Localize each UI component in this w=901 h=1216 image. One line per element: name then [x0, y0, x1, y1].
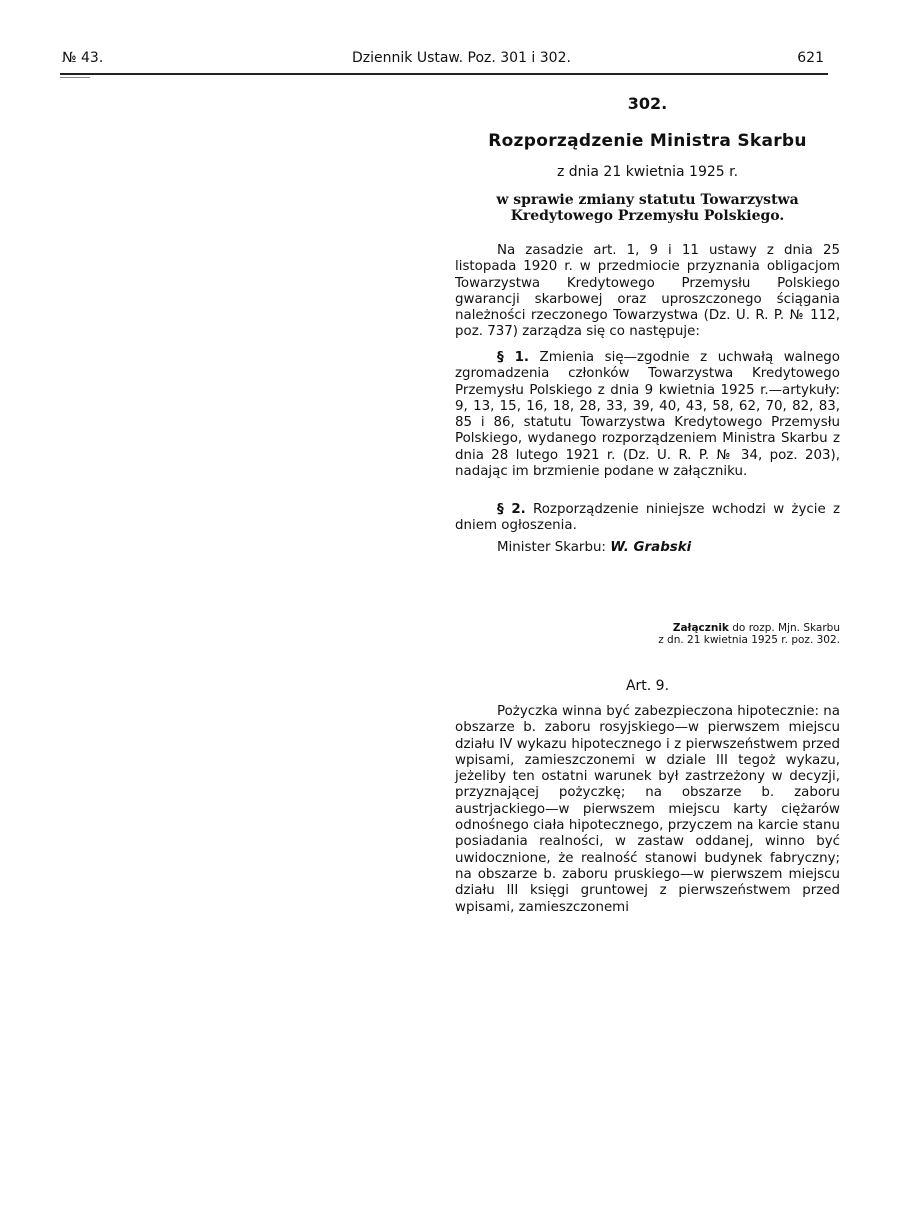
section-2	[455, 502, 840, 535]
page-header	[62, 50, 824, 70]
journal-title: Dziennik Ustaw. Poz. 301 i 302.	[352, 50, 571, 66]
annex-ref: do rozp. Mjn. Skarbu	[732, 622, 840, 634]
signature	[455, 540, 840, 556]
document-subject: w sprawie zmiany statutu Towarzystwa Kredytowego Przemysłu Polskiego.	[496, 192, 799, 224]
section-1	[455, 350, 840, 480]
annex-label: Załącznik	[672, 622, 729, 634]
issue-number: № 43.	[62, 50, 104, 66]
page-number: 621	[797, 50, 824, 66]
document-date: z dnia 21 kwietnia 1925 r.	[556, 164, 739, 180]
section-2-text: Rozporządzenie niniejsze wchodzi w życie z dniem ogłoszenia.	[455, 502, 840, 534]
preamble-paragraph: Na zasadzie art. 1, 9 i 11 ustawy z dnia 25 listopada 1920 r. w przedmiocie przyznania obligacjom Towarzystwa Kredytowego Przemysłu Polskiego gwarancji skarbowej oraz uproszczonego ściągania należności rzeczonego Towarzystwa (Dz. U. R. P. № 112, poz. 737) zarządza się co następuje:	[455, 243, 840, 340]
position-number: 302.	[627, 94, 668, 113]
header-divider-thin	[60, 77, 90, 78]
annex-note	[600, 622, 840, 646]
section-2-label: § 2.	[497, 502, 526, 517]
section-1-text: Zmienia się—zgodnie z uchwałą walnego zgromadzenia członków Towarzystwa Kredytowego Przemysłu Polskiego z dnia 9 kwietnia 1925 r.—artykuły: 9, 13, 15, 16, 18, 28, 33, 39, 40, 43, 58, 62, 70, 82, 83, 85 i 86, statutu Towarzystwa Kredytowego Przemysłu Polskiego, wydanego rozporządzeniem Ministra Skarbu z dnia 28 lutego 1921 r. (Dz. U. R. P. № 34, poz. 203), nadając im brzmienie podane w załączniku.	[455, 350, 841, 480]
section-1-label: § 1.	[497, 350, 530, 365]
article-text: Pożyczka winna być zabezpieczona hipotecznie: na obszarze b. zaboru rosyjskiego—w pierwszem miejscu działu IV wykazu hipotecznego i z pierwszeństwem przed wpisami, zamieszczonemi w dziale III tegoż wykazu, jeżeliby ten ostatni warunek był zastrzeżony w decyzji, przyznającej pożyczkę; na obszarze b. zaboru austrjackiego—w pierwszem miejscu karty ciężarów odnośnego ciała hipotecznego, przyczem na karcie stanu posiadania realności, w zastaw oddanej, winno być uwidocznione, że realność stanowi budynek fabryczny; na obszarze b. zaboru pruskiego—w pierwszem miejscu działu III księgi gruntowej z pierwszeństwem przed wpisami, zamieszczonemi	[455, 704, 840, 915]
signature-role: Minister Skarbu:	[497, 540, 606, 555]
signature-name: W. Grabski	[610, 540, 692, 555]
annex-line-2: z dn. 21 kwietnia 1925 r. poz. 302.	[658, 634, 840, 646]
header-divider	[60, 73, 828, 75]
article-heading: Art. 9.	[625, 678, 670, 694]
annex-line-1	[600, 622, 840, 634]
document-title: Rozporządzenie Ministra Skarbu	[488, 131, 807, 151]
